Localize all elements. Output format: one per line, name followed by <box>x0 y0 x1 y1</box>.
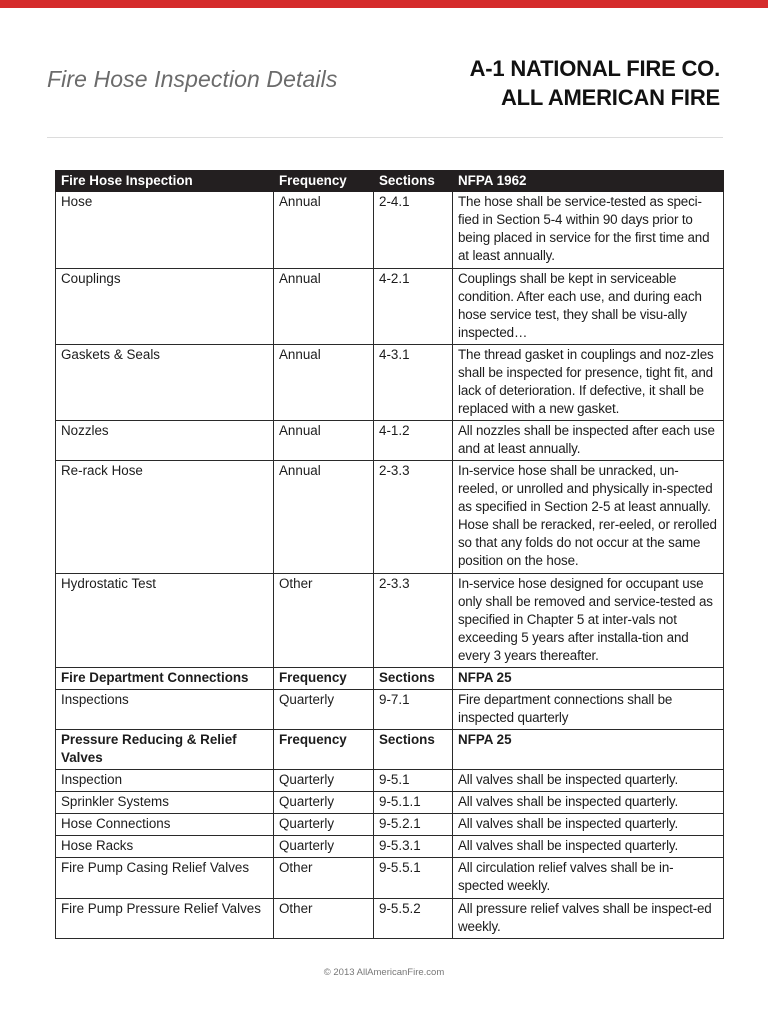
item-cell: Nozzles <box>56 421 274 461</box>
item-cell: Fire Pump Casing Relief Valves <box>56 858 274 899</box>
copyright-footer: © 2013 AllAmericanFire.com <box>323 967 445 978</box>
frequency-cell: Annual <box>274 192 374 269</box>
frequency-cell: Quarterly <box>274 770 374 792</box>
section-header-cell: Frequency <box>274 730 374 770</box>
table-row <box>56 574 724 668</box>
section-cell: 9-5.1 <box>374 770 453 792</box>
brand-line-1: A-1 NATIONAL FIRE CO. <box>469 56 720 81</box>
table-row <box>56 836 724 858</box>
table-row <box>56 345 724 421</box>
description-cell: Fire department connections shall be inspected quarterly <box>453 690 724 730</box>
item-cell: Couplings <box>56 269 274 345</box>
frequency-cell: Quarterly <box>274 690 374 730</box>
section-header-cell: Pressure Reducing & Relief Valves <box>56 730 274 770</box>
header-cell: Fire Hose Inspection <box>56 171 274 192</box>
table-row <box>56 814 724 836</box>
item-cell: Inspection <box>56 770 274 792</box>
item-cell: Sprinkler Systems <box>56 792 274 814</box>
description-cell: Couplings shall be kept in serviceable condition. After each use, and during each hose service test, they shall be visu-ally inspected… <box>453 269 724 345</box>
brand-line-2: ALL AMERICAN FIRE <box>500 85 720 110</box>
section-cell: 2-3.3 <box>374 574 453 668</box>
table-row <box>56 690 724 730</box>
frequency-cell: Other <box>274 858 374 899</box>
table-row <box>56 858 724 899</box>
frequency-cell: Annual <box>274 461 374 574</box>
section-header-cell: NFPA 25 <box>453 730 724 770</box>
frequency-cell: Annual <box>274 269 374 345</box>
section-cell: 4-1.2 <box>374 421 453 461</box>
section-header-row <box>56 730 724 770</box>
table-row <box>56 269 724 345</box>
section-cell: 9-5.5.2 <box>374 899 453 939</box>
frequency-cell: Annual <box>274 345 374 421</box>
brand-logo <box>470 54 720 112</box>
header-divider <box>47 137 723 138</box>
top-accent-bar <box>0 0 768 8</box>
section-header-cell: Frequency <box>274 668 374 690</box>
section-cell: 2-3.3 <box>374 461 453 574</box>
header-cell: Sections <box>374 171 453 192</box>
section-cell: 9-5.1.1 <box>374 792 453 814</box>
description-cell: The hose shall be service-tested as speci-fied in Section 5-4 within 90 days prior to being placed in service for the first time and at least annually. <box>453 192 724 269</box>
description-cell: In-service hose designed for occupant use only shall be removed and service-tested as specified in Chapter 5 at inter-vals not exceeding 5 years after installa-tion and every 3 years thereafter. <box>453 574 724 668</box>
item-cell: Inspections <box>56 690 274 730</box>
table-header-row <box>56 171 724 192</box>
section-header-cell: Fire Department Connections <box>56 668 274 690</box>
section-cell: 2-4.1 <box>374 192 453 269</box>
frequency-cell: Quarterly <box>274 814 374 836</box>
section-header-row <box>56 668 724 690</box>
description-cell: The thread gasket in couplings and noz-zles shall be inspected for presence, tight fit, and lack of deterioration. If defective, it shall be replaced with a new gasket. <box>453 345 724 421</box>
section-header-cell: Sections <box>374 730 453 770</box>
item-cell: Re-rack Hose <box>56 461 274 574</box>
header-cell: NFPA 1962 <box>453 171 724 192</box>
frequency-cell: Quarterly <box>274 792 374 814</box>
table-row <box>56 421 724 461</box>
item-cell: Hose Racks <box>56 836 274 858</box>
table-row <box>56 192 724 269</box>
frequency-cell: Quarterly <box>274 836 374 858</box>
section-cell: 9-5.3.1 <box>374 836 453 858</box>
table-row <box>56 899 724 939</box>
description-cell: All circulation relief valves shall be in-spected weekly. <box>453 858 724 899</box>
table-row <box>56 461 724 574</box>
section-header-cell: NFPA 25 <box>453 668 724 690</box>
frequency-cell: Annual <box>274 421 374 461</box>
description-cell: In-service hose shall be unracked, un-reeled, or unrolled and physically in-spected as specified in Section 2-5 at least annually. Hose shall be reracked, rer-eeled, or rerolled so that any folds do not occur at the same position on the hose. <box>453 461 724 574</box>
section-cell: 9-5.5.1 <box>374 858 453 899</box>
description-cell: All pressure relief valves shall be inspect-ed weekly. <box>453 899 724 939</box>
description-cell: All valves shall be inspected quarterly. <box>453 792 724 814</box>
item-cell: Hose <box>56 192 274 269</box>
description-cell: All valves shall be inspected quarterly. <box>453 836 724 858</box>
frequency-cell: Other <box>274 574 374 668</box>
inspection-table <box>55 170 724 939</box>
item-cell: Gaskets & Seals <box>56 345 274 421</box>
page-title: Fire Hose Inspection Details <box>47 66 338 92</box>
frequency-cell: Other <box>274 899 374 939</box>
item-cell: Hydrostatic Test <box>56 574 274 668</box>
table-row <box>56 792 724 814</box>
description-cell: All valves shall be inspected quarterly. <box>453 770 724 792</box>
section-cell: 4-3.1 <box>374 345 453 421</box>
table-row <box>56 770 724 792</box>
item-cell: Fire Pump Pressure Relief Valves <box>56 899 274 939</box>
section-cell: 4-2.1 <box>374 269 453 345</box>
description-cell: All nozzles shall be inspected after each use and at least annually. <box>453 421 724 461</box>
header-cell: Frequency <box>274 171 374 192</box>
section-header-cell: Sections <box>374 668 453 690</box>
item-cell: Hose Connections <box>56 814 274 836</box>
section-cell: 9-7.1 <box>374 690 453 730</box>
section-cell: 9-5.2.1 <box>374 814 453 836</box>
description-cell: All valves shall be inspected quarterly. <box>453 814 724 836</box>
